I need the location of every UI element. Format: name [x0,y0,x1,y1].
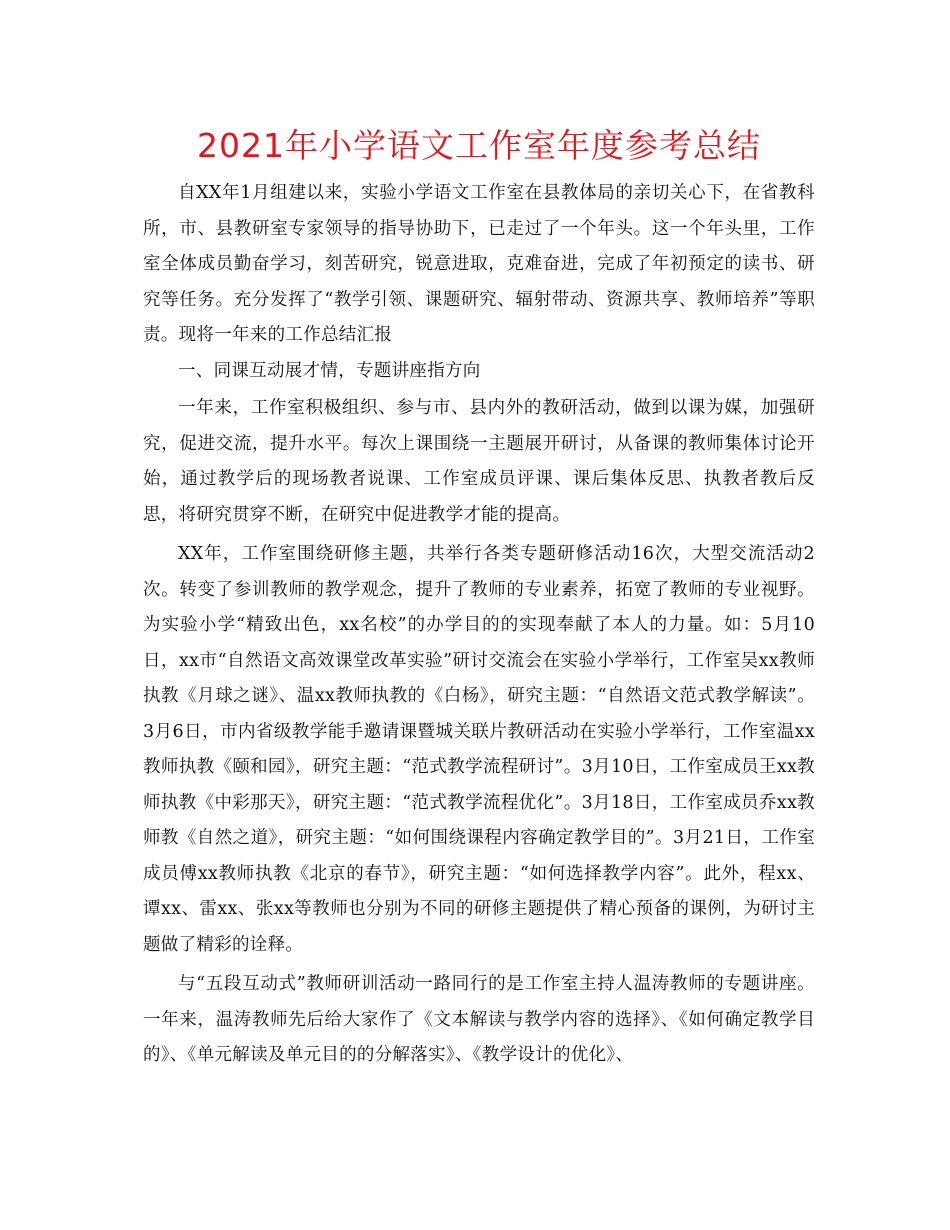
intro-paragraph: 自XX年1月组建以来，实验小学语文工作室在县教体局的亲切关心下，在省教科所，市、县教研室专家领导的指导协助下，已走过了一个年头。这一个年头里，工作室全体成员勤奋学习，刻苦研究，锐意进取，克难奋进，完成了年初预定的读书、研究等任务。充分发挥了“教学引领、课题研究、辐射带动、资源共享、教师培养”等职责。现将一年来的工作总结汇报 [143,183,815,345]
body-paragraph-2: XX年，工作室围绕研修主题，共举行各类专题研修活动16次，大型交流活动2次。转变了参训教师的教学观念，提升了教师的专业素养，拓宽了教师的专业视野。为实验小学“精致出色，xx名校”的办学目的的实现奉献了本人的力量。如：5月10日，xx市“自然语文高效课堂改革实验”研讨交流会在实验小学举行，工作室吴xx教师执教《月球之谜》、温xx教师执教的《白杨》，研究主题：“自然语文范式教学解读”。3月6日，市内省级教学能手邀请课暨城关联片教研活动在实验小学举行，工作室温xx教师执教《颐和园》，研究主题：“范式教学流程研讨”。3月10日，工作室成员王xx教师执教《中彩那天》，研究主题：“范式教学流程优化”。3月18日，工作室成员乔xx教师教《自然之道》，研究主题：“如何围绕课程内容确定教学目的”。3月21日，工作室成员傅xx教师执教《北京的春节》，研究主题：“如何选择教学内容”。此外，程xx、谭xx、雷xx、张xx等教师也分别为不同的研修主题提供了精心预备的课例，为研讨主题做了精彩的诠释。 [143,544,815,955]
body-paragraph-1: 一年来，工作室积极组织、参与市、县内外的教研活动，做到以课为媒，加强研究，促进交流，提升水平。每次上课围绕一主题展开研讨，从备课的教师集体讨论开始，通过教学后的现场教者说课、工作室成员评课、课后集体反思、执教者教后反思，将研究贯穿不断，在研究中促进教学才能的提高。 [143,398,815,525]
section-heading: 一、同课互动展才情，专题讲座指方向 [178,360,481,381]
body-paragraph-3: 与“五段互动式”教师研训活动一路同行的是工作室主持人温涛教师的专题讲座。一年来，温涛教师先后给大家作了《文本解读与教学内容的选择》、《如何确定教学目的》、《单元解读及单元目的的分解落实》、《教学设计的优化》、 [143,974,815,1065]
document-title: 2021年小学语文工作室年度参考总结 [197,126,761,165]
